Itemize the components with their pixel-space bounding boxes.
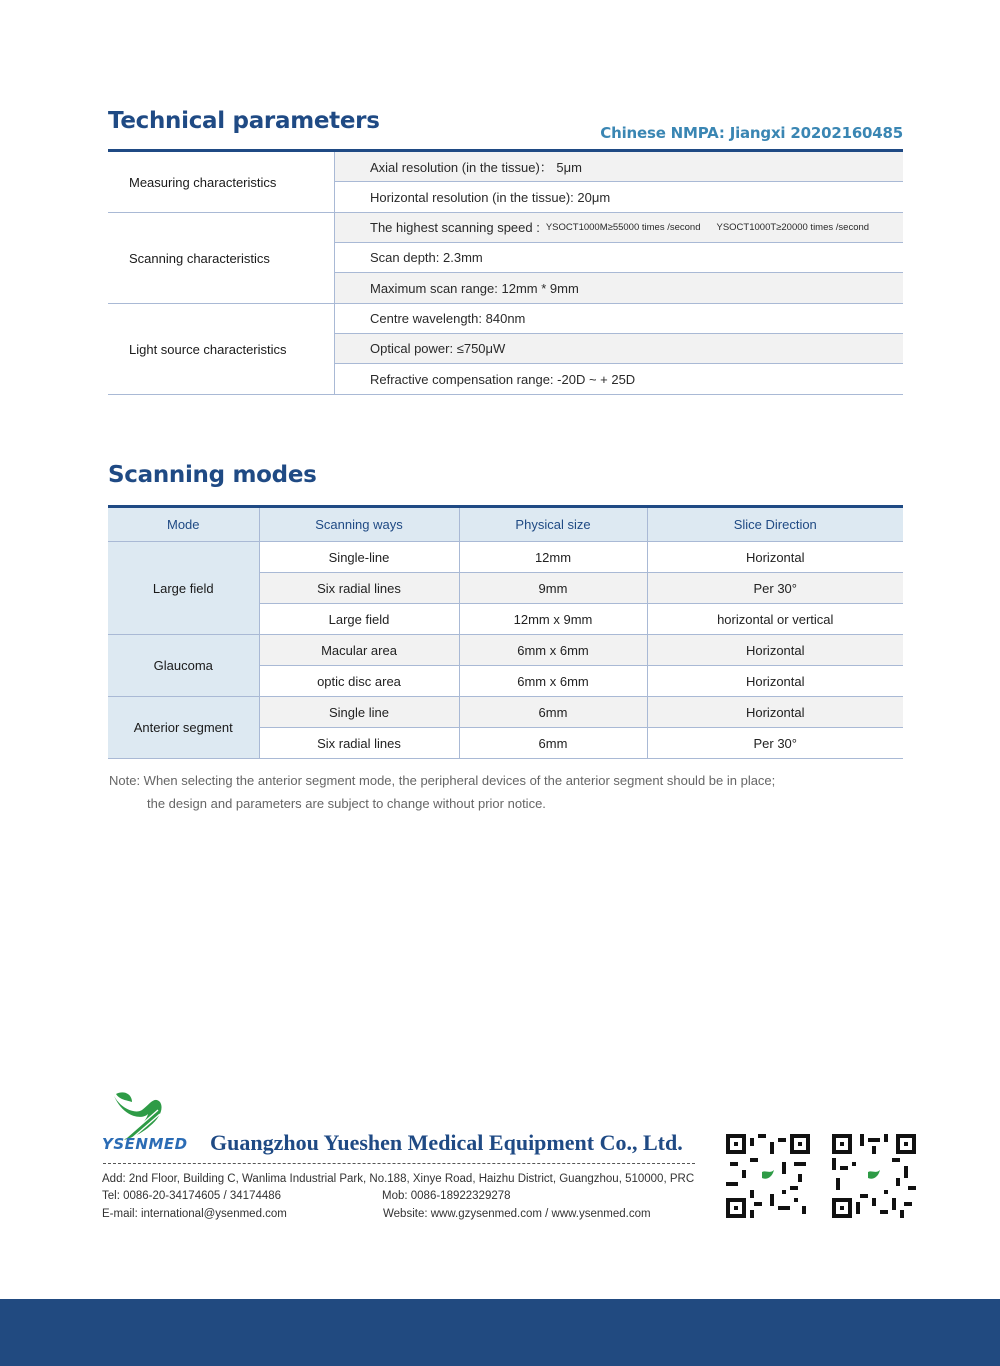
note-line-1: Note: When selecting the anterior segment mode, the peripheral devices of the anterior segment should be in place; — [109, 773, 776, 788]
param-text: Centre wavelength: 840nm — [370, 311, 526, 326]
param-row — [335, 182, 903, 212]
slice-direction-cell: horizontal or vertical — [647, 604, 903, 635]
param-row — [335, 273, 903, 303]
slice-direction-cell: Horizontal — [647, 697, 903, 728]
nmpa-certification: Chinese NMPA: Jiangxi 20202160485 — [600, 124, 903, 142]
scanning-way-cell: Single line — [259, 697, 459, 728]
param-text: Axial resolution (in the tissue)： 5μm — [370, 160, 582, 175]
table-row — [108, 542, 903, 573]
physical-size-cell: 9mm — [459, 573, 647, 604]
group-light-source — [108, 304, 903, 395]
slice-direction-cell: Per 30° — [647, 728, 903, 759]
scanning-modes-title: Scanning modes — [108, 462, 317, 488]
scanning-way-cell: Macular area — [259, 635, 459, 666]
slice-direction-cell: Horizontal — [647, 666, 903, 697]
param-text: Horizontal resolution (in the tissue): 20μm — [370, 189, 611, 205]
group-scanning — [108, 213, 903, 304]
physical-size-cell: 6mm x 6mm — [459, 635, 647, 666]
param-row — [335, 152, 903, 182]
slice-direction-cell: Per 30° — [647, 573, 903, 604]
physical-size-cell: 6mm x 6mm — [459, 666, 647, 697]
note-line-2: the design and parameters are subject to change without prior notice. — [147, 796, 546, 811]
header-row — [108, 507, 903, 542]
mode-cell: Glaucoma — [108, 635, 259, 697]
qr-code-icon — [832, 1134, 916, 1218]
param-row — [335, 364, 903, 394]
param-text: Refractive compensation range: -20D ~ + 25D — [370, 371, 636, 387]
column-header: Slice Direction — [647, 507, 903, 542]
param-row — [335, 304, 903, 334]
address: Add: 2nd Floor, Building C, Wanlima Industrial Park, No.188, Xinye Road, Haizhu District, Guangzhou, 510000, PRC — [102, 1173, 695, 1185]
param-row — [335, 213, 903, 243]
email: E-mail: international@ysenmed.com — [102, 1208, 287, 1220]
technical-parameters-table — [108, 149, 903, 395]
slice-direction-cell: Horizontal — [647, 542, 903, 573]
physical-size-cell: 6mm — [459, 728, 647, 759]
column-header: Mode — [108, 507, 259, 542]
group-measuring — [108, 152, 903, 213]
mode-cell: Anterior segment — [108, 697, 259, 759]
column-header: Scanning ways — [259, 507, 459, 542]
telephone: Tel: 0086-20-34174605 / 34174486 — [102, 1190, 282, 1202]
table-row — [108, 697, 903, 728]
physical-size-cell: 6mm — [459, 697, 647, 728]
mode-cell: Large field — [108, 542, 259, 635]
company-name: Guangzhou Yueshen Medical Equipment Co., Ltd. — [210, 1130, 683, 1155]
scanning-modes-table — [108, 505, 903, 759]
param-text: Scan depth: 2.3mm — [370, 250, 483, 265]
group-label: Measuring characteristics — [108, 152, 335, 212]
param-text: The highest scanning speed : — [370, 220, 540, 235]
scanning-way-cell: Six radial lines — [259, 573, 459, 604]
model-t-speed: YSOCT1000T≥20000 times /second — [716, 222, 870, 233]
scanning-way-cell: Six radial lines — [259, 728, 459, 759]
model-m-speed: YSOCT1000M≥55000 times /second — [545, 222, 701, 233]
group-label: Scanning characteristics — [108, 213, 335, 303]
physical-size-cell: 12mm x 9mm — [459, 604, 647, 635]
mobile: Mob: 0086-18922329278 — [382, 1190, 511, 1202]
logo-wordmark: YSENMED — [102, 1135, 188, 1153]
column-header: Physical size — [459, 507, 647, 542]
group-label: Light source characteristics — [108, 304, 335, 394]
scanning-way-cell: Large field — [259, 604, 459, 635]
qr-code-icon — [726, 1134, 810, 1218]
technical-parameters-title: Technical parameters — [108, 108, 380, 134]
param-text: Optical power: ≤750μW — [370, 341, 506, 356]
param-row — [335, 243, 903, 273]
table-row — [108, 635, 903, 666]
param-row — [335, 334, 903, 364]
divider — [103, 1163, 695, 1164]
website: Website: www.gzysenmed.com / www.ysenmed.com — [383, 1208, 651, 1220]
slice-direction-cell: Horizontal — [647, 635, 903, 666]
bottom-brand-bar — [0, 1299, 1000, 1366]
scanning-way-cell: Single-line — [259, 542, 459, 573]
note — [109, 769, 775, 815]
param-text: Maximum scan range: 12mm * 9mm — [370, 280, 579, 296]
scanning-way-cell: optic disc area — [259, 666, 459, 697]
physical-size-cell: 12mm — [459, 542, 647, 573]
